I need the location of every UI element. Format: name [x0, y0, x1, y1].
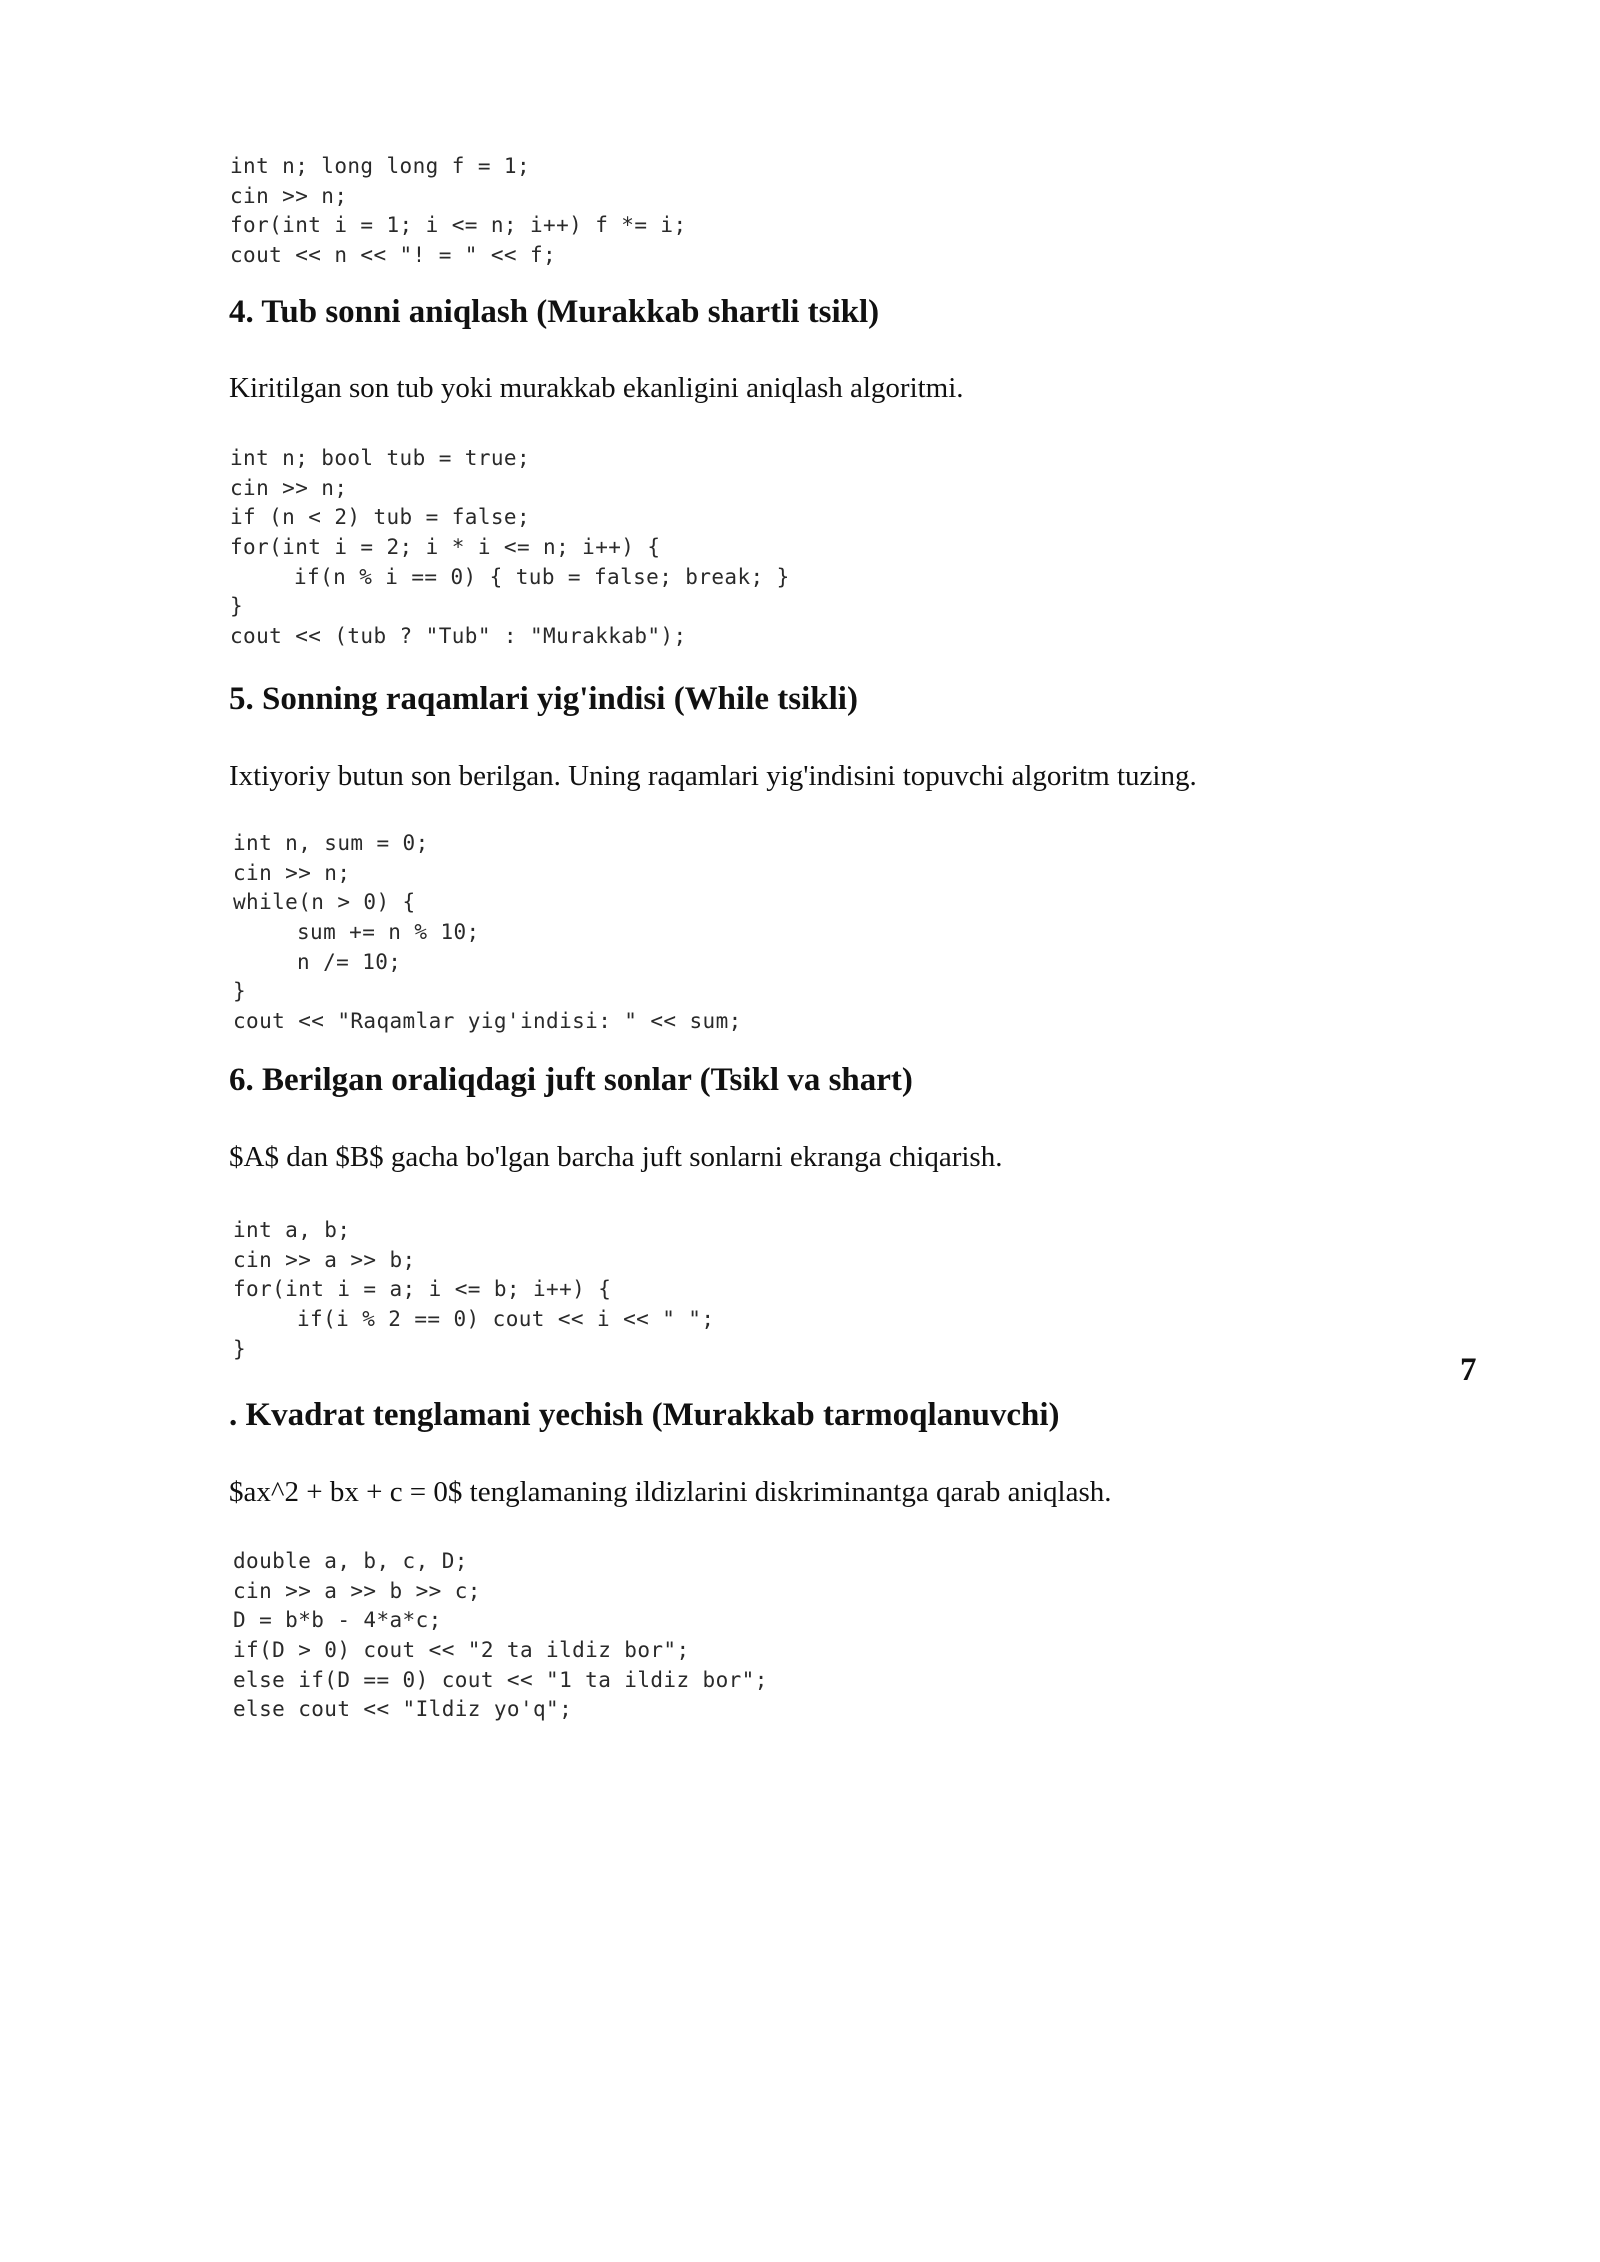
code-line: cin >> a >> b >> c;: [233, 1578, 481, 1603]
code-line: cout << n << "! = " << f;: [230, 243, 557, 268]
code-line: for(int i = 1; i <= n; i++) f *= i;: [230, 213, 687, 238]
section-description: Kiritilgan son tub yoki murakkab ekanligini aniqlash algoritmi.: [229, 372, 964, 404]
code-line: double a, b, c, D;: [233, 1549, 468, 1573]
code-line: while(n > 0) {: [233, 890, 416, 915]
code-line: if(D > 0) cout << "2 ta ildiz bor";: [233, 1638, 690, 1663]
page-number: 7: [1460, 1352, 1477, 1388]
section-heading: 6. Berilgan oraliqdagi juft sonlar (Tsikl va shart): [229, 1062, 913, 1098]
code-line: int n; bool tub = true;: [230, 446, 530, 470]
code-block-digit-sum: [233, 829, 742, 1037]
code-line: cin >> n;: [233, 860, 351, 885]
code-line: if(n % i == 0) { tub = false; break; }: [294, 564, 790, 589]
code-line: int n, sum = 0;: [233, 831, 429, 855]
section-heading: 4. Tub sonni aniqlash (Murakkab shartli tsikl): [229, 294, 880, 330]
code-line: cout << (tub ? "Tub" : "Murakkab");: [230, 624, 687, 649]
code-line: cout << "Raqamlar yig'indisi: " << sum;: [233, 1009, 742, 1034]
code-line: }: [233, 1336, 247, 1361]
code-line: for(int i = a; i <= b; i++) {: [233, 1277, 612, 1302]
code-line: }: [233, 979, 247, 1004]
code-block-even-numbers: [233, 1216, 714, 1364]
section-heading: . Kvadrat tenglamani yechish (Murakkab tarmoqlanuvchi): [229, 1397, 1060, 1433]
code-line: cin >> a >> b;: [233, 1247, 416, 1272]
section-description: $ax^2 + bx + c = 0$ tenglamaning ildizlarini diskriminantga qarab aniqlash.: [229, 1476, 1112, 1508]
code-line: sum += n % 10;: [297, 920, 480, 945]
code-line: int a, b;: [233, 1218, 351, 1242]
code-block-quadratic: [233, 1547, 768, 1725]
code-line: int n; long long f = 1;: [230, 154, 530, 178]
code-line: else if(D == 0) cout << "1 ta ildiz bor";: [233, 1667, 768, 1692]
code-line: cin >> n;: [230, 475, 348, 500]
code-line: else cout << "Ildiz yo'q";: [233, 1697, 573, 1722]
section-description: $A$ dan $B$ gacha bo'lgan barcha juft sonlarni ekranga chiqarish.: [229, 1141, 1003, 1173]
code-line: n /= 10;: [297, 949, 402, 974]
code-line: if (n < 2) tub = false;: [230, 505, 530, 530]
code-line: if(i % 2 == 0) cout << i << " ";: [297, 1307, 715, 1332]
code-block-factorial: [230, 152, 687, 271]
code-line: }: [230, 594, 244, 619]
section-heading: 5. Sonning raqamlari yig'indisi (While tsikli): [229, 681, 858, 717]
code-line: D = b*b - 4*a*c;: [233, 1608, 442, 1633]
section-description: Ixtiyoriy butun son berilgan. Uning raqamlari yig'indisini topuvchi algoritm tuzing.: [229, 760, 1197, 792]
code-block-prime: [230, 444, 790, 652]
code-line: cin >> n;: [230, 183, 348, 208]
code-line: for(int i = 2; i * i <= n; i++) {: [230, 535, 661, 560]
